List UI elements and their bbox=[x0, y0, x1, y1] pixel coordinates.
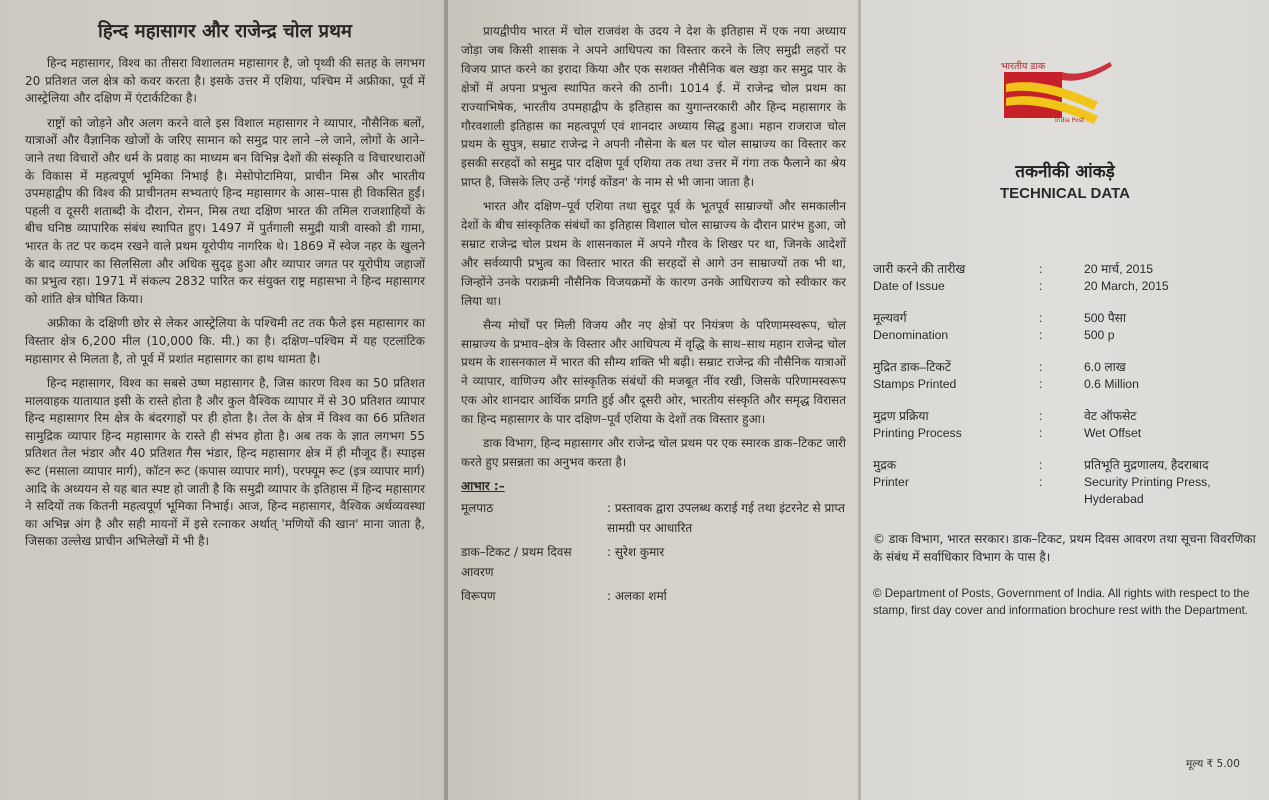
logo-wordmark: भारतीय डाक bbox=[1001, 61, 1046, 72]
tech-colon: : bbox=[1039, 262, 1043, 276]
tech-row bbox=[873, 327, 1269, 344]
tech-value: 500 पैसा bbox=[1084, 311, 1127, 325]
tech-row bbox=[873, 376, 1269, 393]
tech-label: Printer bbox=[873, 475, 909, 489]
tech-value: प्रतिभूति मुद्रणालय, हैदराबाद bbox=[1084, 458, 1209, 472]
paragraph: डाक विभाग, हिन्द महासागर और राजेन्द्र चोल प्रथम पर एक स्मारक डाक–टिकट जारी करते हुए प्रसन्नता का अनुभव करता है। bbox=[461, 436, 846, 469]
tech-value: Security Printing Press, bbox=[1084, 475, 1211, 489]
tech-colon: : bbox=[1039, 279, 1043, 293]
paragraph: अफ्रीका के दक्षिणी छोर से लेकर आस्ट्रेलिया के पश्चिमी तट तक फैले इस महासागर का विस्तार क्षेत्र 6,200 मील (10,000 कि. मी.) का है। दक्षिण–पश्चिम में यह एटलांटिक महासागर से मिलता है, तो पूर्व में प्रशांत महासागर का हाथ थामता है। bbox=[25, 316, 425, 366]
brochure-title: हिन्द महासागर और राजेन्द्र चोल प्रथम bbox=[98, 21, 352, 42]
tech-row bbox=[873, 261, 1269, 278]
tech-value: 6.0 लाख bbox=[1084, 360, 1126, 374]
tech-colon: : bbox=[1039, 458, 1043, 472]
tech-label: मुद्रित डाक–टिकटें bbox=[873, 360, 951, 374]
stamps-printed-group bbox=[873, 359, 1269, 393]
ack-value: : सुरेश कुमार bbox=[607, 544, 665, 559]
tech-label: Denomination bbox=[873, 328, 949, 342]
technical-data-heading: TECHNICAL DATA bbox=[1000, 185, 1130, 202]
left-column bbox=[25, 18, 425, 558]
tech-value: Hyderabad bbox=[1084, 492, 1144, 506]
ack-key: डाक–टिकट / प्रथम दिवस आवरण bbox=[461, 544, 572, 579]
tech-label bbox=[873, 491, 1039, 508]
tech-row bbox=[873, 425, 1269, 442]
ack-key: मूलपाठ bbox=[461, 500, 494, 515]
ack-value: : अलका शर्मा bbox=[607, 588, 667, 603]
tech-label: जारी करने की तारीख bbox=[873, 262, 966, 276]
tech-colon bbox=[1039, 491, 1084, 508]
tech-label: Printing Process bbox=[873, 426, 962, 440]
left-panel bbox=[0, 0, 444, 800]
paragraph: प्रायद्वीपीय भारत में चोल राजवंश के उदय ने देश के इतिहास में एक नया अध्याय जोड़ा जब किसी शासक ने अपने आधिपत्य का विस्तार करने के लिए समुद्री लहरों पर विजय प्राप्त करने का इरादा किया और एक सशक्त नौसैनिक बल खड़ा कर समुद्र पार के क्षेत्रों में अपना प्रभुत्व स्थापित करने की ठानी। 1014 ई. में राजेन्द्र चोल प्रथम का राज्याभिषेक, भारतीय उपमहाद्वीप के इतिहास का युगान्तरकारी और हिन्द महासागर के गौरवशाली इतिहास का महत्वपूर्ण एवं शानदार अध्याय सिद्ध हुआ। महान राजराज चोल प्रथम के सुपुत्र, सम्राट राजेन्द्र ने अपनी नौसेना के बल पर चोल साम्राज्य का विस्तार कर इसकी सरहदों को समुद्र पार दक्षिण पूर्व एशिया तक तथा उत्तर में गंगा तक फैलाने का श्रेय प्राप्त है, जिसके लिए उन्हें 'गंगई कोंडन' के नाम से भी जाना जाता है। bbox=[461, 24, 846, 190]
logo-subtext: India Post bbox=[1055, 117, 1085, 124]
price-label: मूल्य ₹ 5.00 bbox=[1186, 758, 1240, 770]
paragraph: भारत और दक्षिण–पूर्व एशिया तथा सुदूर पूर्व के भूतपूर्व साम्राज्यों और समकालीन देशों के बीच सांस्कृतिक संबंधों का इतिहास विशाल चोल साम्राज्य के दौरान प्रारंभ हुआ, जो सम्राट राजेन्द्र चोल प्रथम के शासनकाल में अपने गौरव के शिखर पर था, जिनके आदेशों और सर्वव्यापी प्रभुत्व का विस्तार भारत की सरहदों से आगे उन साम्राज्यों तक भी था, जिन्होंने उनके पराक्रमी नौसैनिक विजयक्रमों के कारण उनके आधिराज्य को स्वीकार कर लिया था। bbox=[461, 199, 846, 308]
technical-data-heading-hindi: तकनीकी आंकड़े bbox=[1015, 162, 1115, 182]
tech-label: मुद्रक bbox=[873, 458, 897, 472]
paragraph: हिन्द महासागर, विश्व का सबसे उष्ण महासागर है, जिस कारण विश्व का 50 प्रतिशत मालवाहक यातायात इसी के रास्ते होता है और कुल वैश्विक व्यापार में से 30 प्रतिशत व्यापार हिन्द महासागर रिम क्षेत्र के बंदरगाहों पर ही होता है। तेल के क्षेत्र में विश्व का 66 प्रतिशत सामुद्रिक व्यापार हिन्द महासागर के रास्ते ही संभव होता है। अब तक के ज्ञात लगभग 55 प्रतिशत तेल भंडार और 40 प्रतिशत गैस भंडार, हिन्द महासागर क्षेत्र में ही मौजूद हैं। स्पाइस रूट (मसाला व्यापार मार्ग), कॉटन रूट (कपास व्यापार मार्ग), परफ्यूम रूट (इत्र व्यापार मार्ग) आदि के अध्ययन से यह बात स्पष्ट हो जाती है कि समुद्री व्यापार के इतिहास में हिन्द महासागर ने सदियों तक कितनी महत्वपूर्ण भूमिका निभाई। आज, हिन्द महासागर, वैश्विक अर्थव्यवस्था का अभिन्न अंग है और सही मायनों में इसे रत्नाकर अर्थात् 'मणियों की खान' माना जाता है, जिसका उल्लेख प्राचीन अभिलेखों में भी है। bbox=[25, 376, 425, 549]
date-of-issue-group bbox=[873, 261, 1269, 295]
right-panel bbox=[861, 0, 1269, 800]
paragraph: राष्ट्रों को जोड़ने और अलग करने वाले इस विशाल महासागर ने व्यापार, नौसैनिक बलों, यात्राओं और वैज्ञानिक खोजों के जरिए सामान को समुद्र पार लाने –ले जाने, लोगों के आने–जाने तथा विचारों और धर्म के प्रवाह का माध्यम बन विभिन्न देशों की संस्कृति व विचारधाराओं के विकास में महत्वपूर्ण भूमिका निभाई है। मेसोपोटामिया, प्राचीन मिस्र और भारतीय उपमहाद्वीप की विश्व की प्राचीनतम सभ्यताएं हिन्द महासागर के आस–पास ही विकसित हुईं। पहली व दूसरी शताब्दी के दौरान, रोमन, मिस्र तथा दक्षिण भारत की तमिल राजशाहियों के बीच घनिष्ठ व्यापारिक संबंध स्थापित हुए। 1497 में पुर्तगाली समुद्री यात्री वास्को डी गामा, भारत के तट पर कदम रखने वाले प्रथम यूरोपीय नागरिक थे। 1869 में स्वेज नहर के खुलने के बाद व्यापार का सिलसिला और अधिक सुदृढ़ हुआ और व्यापार जगत पर यूरोपीय जहाजों का प्रभुत्व रहा। 1971 में संकल्प 2832 पारित कर संयुक्त राष्ट्र महासभा ने हिन्द महासागर को शांति क्षेत्र घोषित किया। bbox=[25, 115, 425, 306]
tech-colon: : bbox=[1039, 377, 1043, 391]
middle-column bbox=[461, 22, 846, 610]
copyright-english: © Department of Posts, Government of India. All rights with respect to the stamp, first day cover and information brochure rest with the Department. bbox=[873, 587, 1250, 617]
tech-value: 20 March, 2015 bbox=[1084, 279, 1169, 293]
tech-label: Date of Issue bbox=[873, 279, 945, 293]
tech-value: 0.6 Million bbox=[1084, 377, 1139, 391]
tech-colon: : bbox=[1039, 475, 1043, 489]
tech-value: Wet Offset bbox=[1084, 426, 1142, 440]
tech-row bbox=[873, 474, 1269, 491]
middle-panel bbox=[448, 0, 858, 800]
printer-group bbox=[873, 457, 1269, 508]
tech-row bbox=[873, 278, 1269, 295]
tech-colon: : bbox=[1039, 328, 1043, 342]
ack-key: विरूपण bbox=[461, 588, 496, 603]
tech-row bbox=[873, 408, 1269, 425]
tech-colon: : bbox=[1039, 360, 1043, 374]
tech-colon: : bbox=[1039, 426, 1043, 440]
paragraph: सैन्य मोर्चों पर मिली विजय और नए क्षेत्रों पर नियंत्रण के परिणामस्वरूप, चोल साम्राज्य के प्रभाव–क्षेत्र के विस्तार और आधिपत्य में वृद्धि के साथ–साथ महान राजेन्द्र चोल प्रथम के शासनकाल में भारत की सौम्य शक्ति भी बढ़ी। सम्राट राजेन्द्र की नौसैनिक यात्राओं ने व्यापार, वाणिज्य और सांस्कृतिक संबंधों की मजबूत नींव रखी, जिसके परिणामस्वरूप एक ओर शानदार आर्थिक प्रगति हुई और दूसरी ओर, भारतीय संस्कृति और समृद्ध विरासत का हिन्द महासागर के पार दक्षिण–पूर्व एशिया के देशों तक विस्तार हुआ। bbox=[461, 317, 846, 427]
tech-row bbox=[873, 491, 1269, 508]
acknowledgement-heading: आभार :– bbox=[461, 478, 505, 493]
copyright-hindi: © डाक विभाग, भारत सरकार। डाक–टिकट, प्रथम दिवस आवरण तथा सूचना विवरणिका के संबंध में सर्वाधिकार विभाग के पास है। bbox=[873, 532, 1256, 564]
tech-label: मूल्यवर्ग bbox=[873, 311, 907, 325]
acknowledgement-row bbox=[461, 586, 846, 606]
tech-colon: : bbox=[1039, 409, 1043, 423]
denomination-group bbox=[873, 310, 1269, 344]
paragraph: हिन्द महासागर, विश्व का तीसरा विशालतम महासागर है, जो पृथ्वी की सतह के लगभग 20 प्रतिशत जल क्षेत्र को कवर करता है। इसके उत्तर में एशिया, पश्चिम में अफ्रीका, पूर्व में आस्ट्रेलिया और दक्षिण में एंटार्कटिका है। bbox=[25, 56, 425, 106]
tech-value: 500 p bbox=[1084, 328, 1115, 342]
printing-process-group bbox=[873, 408, 1269, 442]
technical-data-table bbox=[873, 261, 1269, 523]
acknowledgement-row bbox=[461, 542, 846, 582]
ack-value: : प्रस्तावक द्वारा उपलब्ध कराई गई तथा इंटरनेट से प्राप्त सामग्री पर आधारित bbox=[607, 500, 845, 535]
acknowledgement-row bbox=[461, 498, 846, 538]
tech-value: 20 मार्च, 2015 bbox=[1084, 262, 1154, 276]
tech-row bbox=[873, 359, 1269, 376]
tech-label: मुद्रण प्रक्रिया bbox=[873, 409, 929, 423]
tech-value: वेट ऑफसेट bbox=[1084, 409, 1137, 423]
tech-colon: : bbox=[1039, 311, 1043, 325]
tech-label: Stamps Printed bbox=[873, 377, 957, 391]
tech-row bbox=[873, 310, 1269, 327]
tech-row bbox=[873, 457, 1269, 474]
